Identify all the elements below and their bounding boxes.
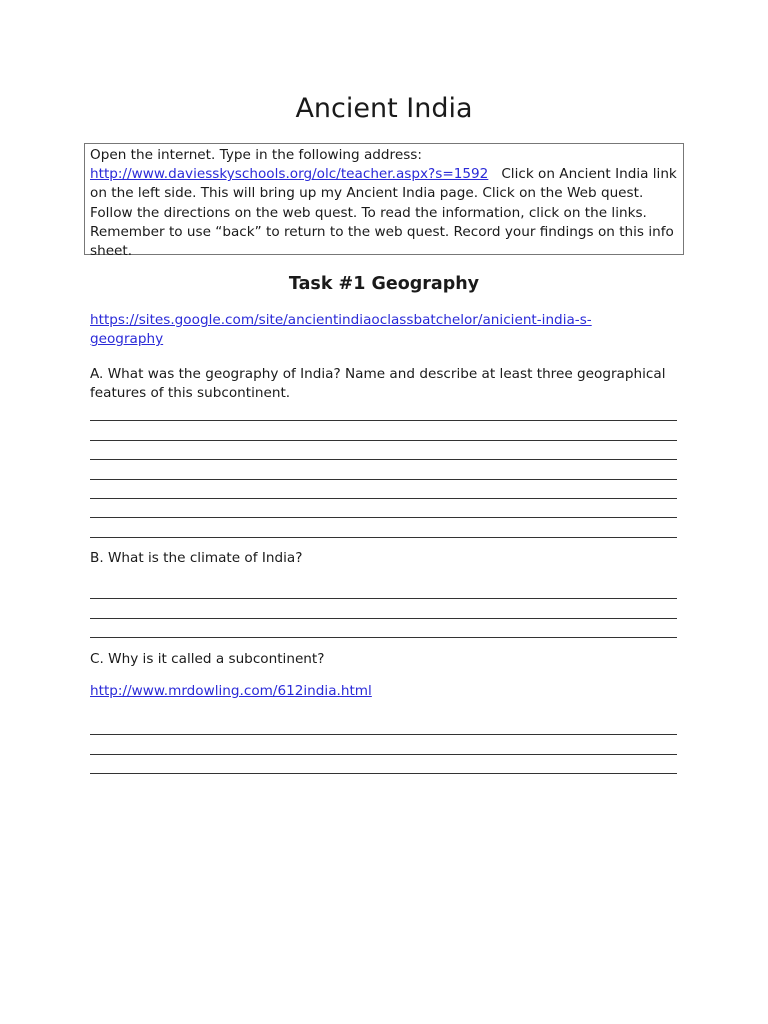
mrdowling-link[interactable]: http://www.mrdowling.com/612india.html (90, 683, 372, 699)
answer-line[interactable] (90, 480, 677, 499)
page-title: Ancient India (295, 93, 473, 124)
answer-line[interactable] (90, 421, 677, 440)
answer-line[interactable] (90, 580, 677, 599)
question-a (90, 365, 680, 403)
question-b-text: B. What is the climate of India? (90, 550, 303, 566)
answer-line[interactable] (90, 518, 677, 537)
answer-line[interactable] (90, 735, 677, 754)
answer-line[interactable] (90, 460, 677, 479)
question-c (90, 650, 680, 669)
answer-lines-c (90, 716, 677, 774)
question-b (90, 549, 680, 568)
answer-line[interactable] (90, 755, 677, 774)
geography-link-part2[interactable]: geography (90, 331, 164, 348)
task-1-heading: Task #1 Geography (288, 274, 480, 294)
instructions-text (90, 146, 678, 261)
question-a-text: A. What was the geography of India? Name and describe at least three geographical features of this subcontinent. (90, 366, 666, 402)
instructions-line1: Open the internet. Type in the following address: (90, 147, 422, 163)
answer-line[interactable] (90, 716, 677, 735)
subcontinent-link-block (90, 682, 680, 701)
answer-line[interactable] (90, 402, 677, 421)
geography-link-block (90, 311, 680, 349)
answer-line[interactable] (90, 599, 677, 618)
answer-line[interactable] (90, 441, 677, 460)
geography-link-part1[interactable]: https://sites.google.com/site/ancientindiaoclassbatchelor/anicient-india-s- (90, 312, 592, 328)
answer-line[interactable] (90, 499, 677, 518)
instructions-after-url-text: Click on Ancient India (501, 166, 649, 183)
instructions-rest: link on the left side. This will bring up my Ancient India page. Click on the Web quest. Follow the directions on the web quest. To read the information, click on the links. Remember to use “back” to return to the web quest. Record your findings on this info sheet. (90, 166, 677, 260)
instructions-box (84, 143, 684, 260)
answer-lines-b (90, 580, 677, 638)
question-c-text: C. Why is it called a subcontinent? (90, 651, 325, 667)
instructions-after-url (493, 166, 649, 182)
teacher-page-link[interactable]: http://www.daviesskyschools.org/olc/teacher.aspx?s=1592 (90, 166, 489, 183)
answer-lines-a (90, 402, 677, 538)
answer-line[interactable] (90, 619, 677, 638)
